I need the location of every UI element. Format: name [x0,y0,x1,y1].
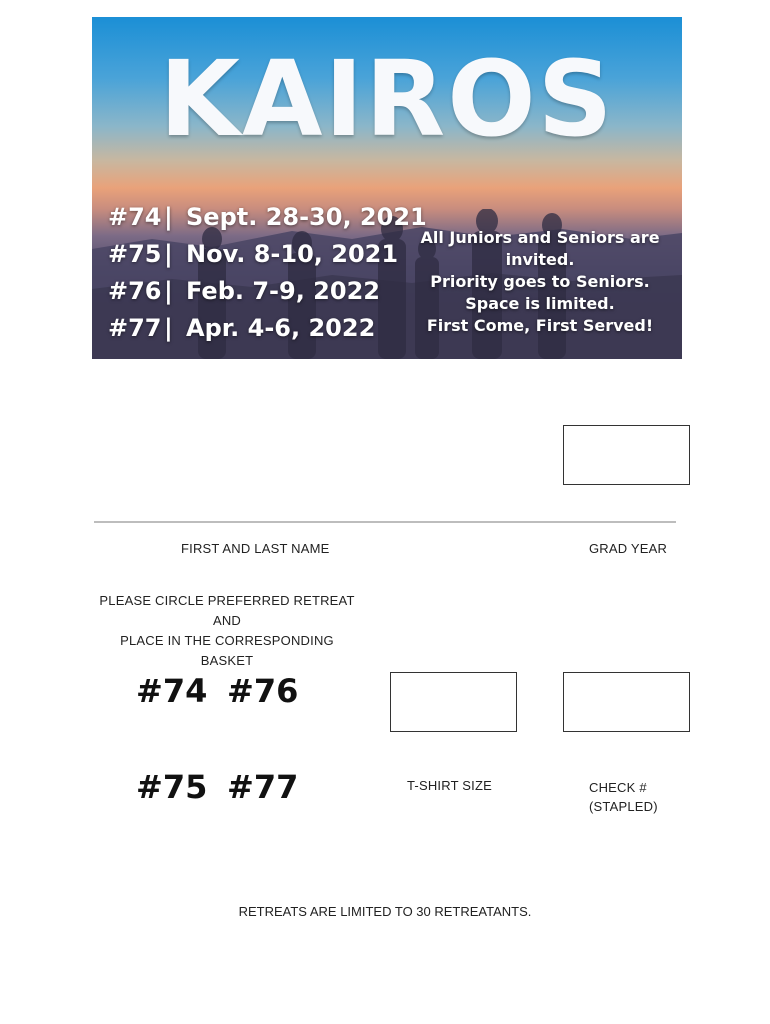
retreat-option-75[interactable]: #75 [136,768,208,806]
retreat-dates: Apr. 4-6, 2022 [186,314,376,342]
notice-line: invited. [505,250,575,269]
grad-year-label: GRAD YEAR [589,541,668,556]
banner-title: KAIROS [159,38,615,160]
retreat-option-77[interactable]: #77 [227,768,299,806]
retreat-dates: Nov. 8-10, 2021 [186,240,399,268]
retreat-option-76[interactable]: #76 [227,672,299,710]
invitation-notice [410,227,670,337]
retreat-number: #75 [108,240,162,268]
retreat-date-row [108,199,427,236]
instructions-line: PLACE IN THE CORRESPONDING BASKET [120,633,334,668]
first-last-name-label: FIRST AND LAST NAME [181,541,330,556]
check-label-line: CHECK # [589,780,647,795]
retreat-dates-list [108,199,427,347]
kairos-banner [92,17,682,359]
notice-line: Priority goes to Seniors. [430,272,650,291]
retreat-number: #74 [108,203,162,231]
retreat-number: #76 [108,277,162,305]
circle-retreat-instructions [92,591,362,671]
retreat-date-row [108,310,427,347]
check-label-line: (STAPLED) [589,799,658,814]
retreat-date-row [108,273,427,310]
name-signature-line[interactable] [94,521,676,523]
retreat-dates: Sept. 28-30, 2021 [186,203,427,231]
check-number-box[interactable] [563,672,690,732]
retreat-dates: Feb. 7-9, 2022 [186,277,380,305]
check-number-label [589,778,658,816]
separator: | [164,314,173,342]
separator: | [164,277,173,305]
retreat-date-row [108,236,427,273]
notice-line: Space is limited. [465,294,615,313]
separator: | [164,203,173,231]
retreat-option-74[interactable]: #74 [136,672,208,710]
tshirt-size-label: T-SHIRT SIZE [407,778,492,793]
tshirt-size-box[interactable] [390,672,517,732]
notice-line: All Juniors and Seniors are [420,228,660,247]
grad-year-box[interactable] [563,425,690,485]
retreat-limit-note: RETREATS ARE LIMITED TO 30 RETREATANTS. [238,904,532,919]
notice-line: First Come, First Served! [426,316,654,335]
instructions-line: PLEASE CIRCLE PREFERRED RETREAT AND [99,593,355,628]
retreat-number: #77 [108,314,162,342]
separator: | [164,240,173,268]
